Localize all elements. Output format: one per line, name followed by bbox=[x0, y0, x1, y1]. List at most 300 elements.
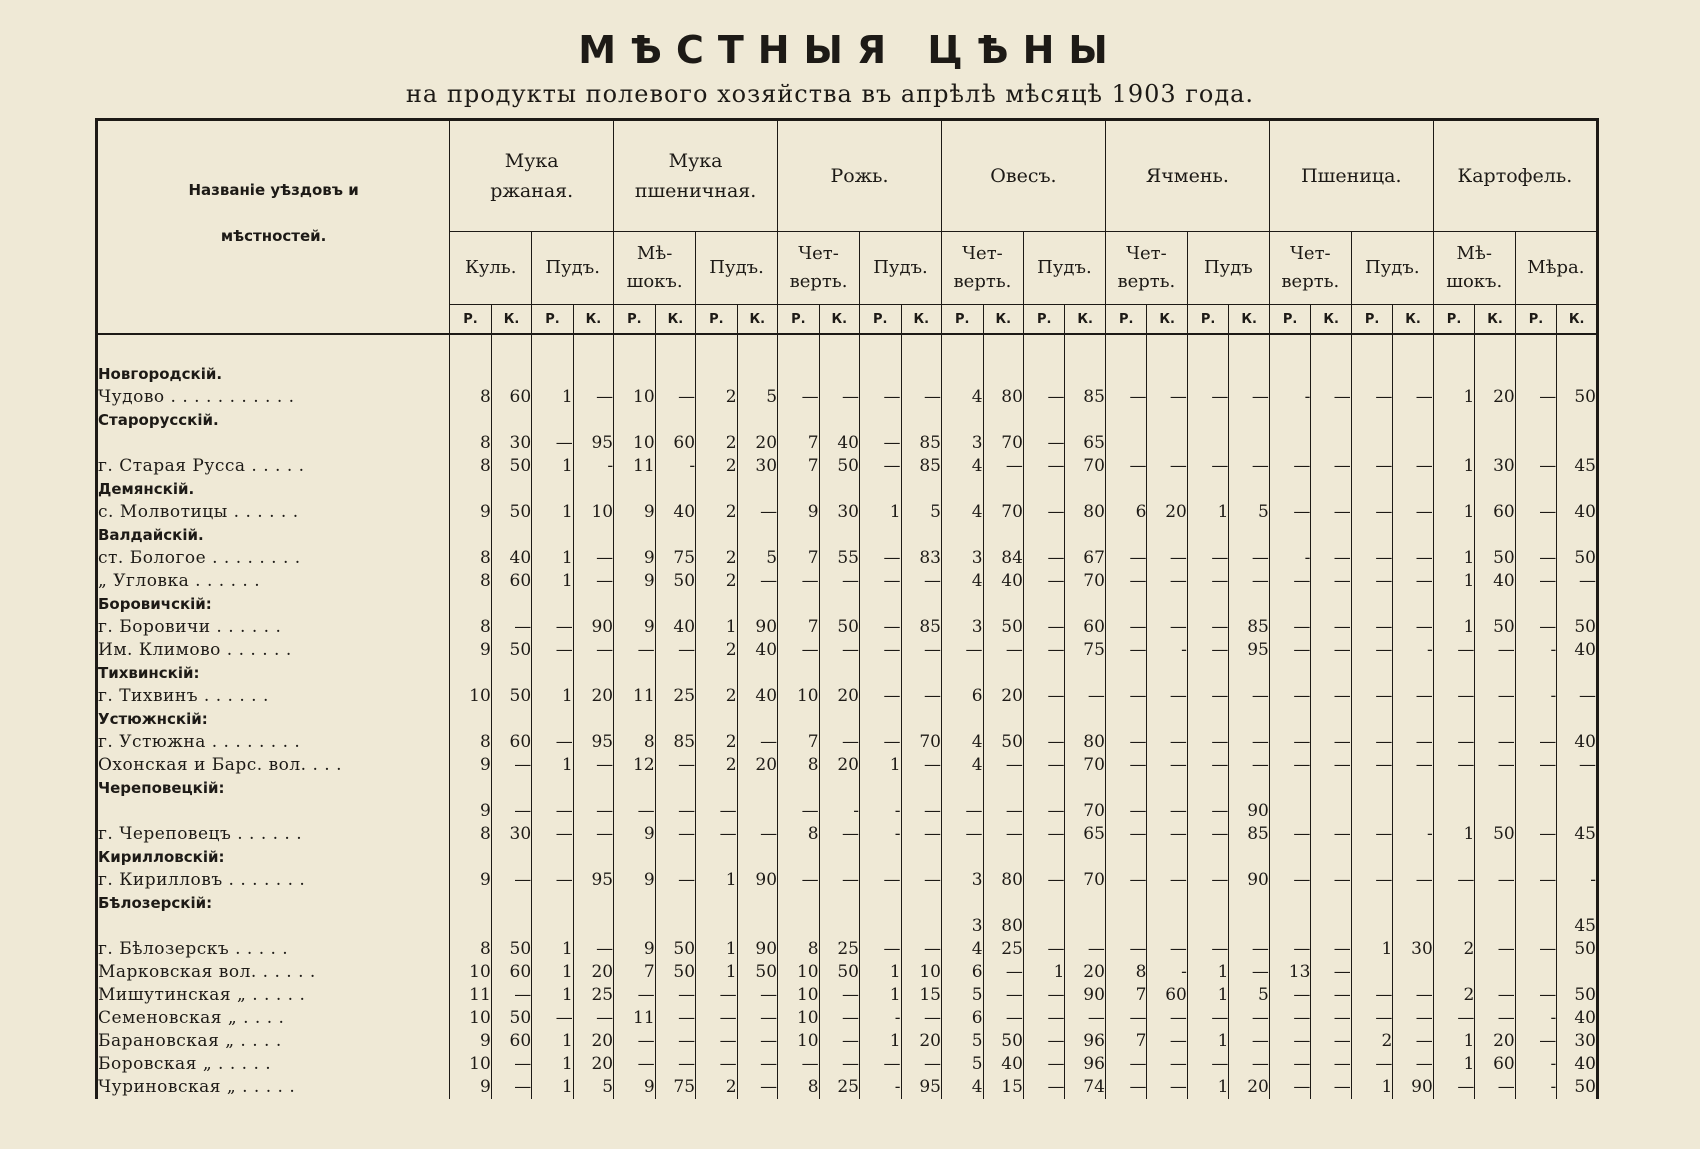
price-cell: — bbox=[696, 1030, 738, 1053]
price-cell: 11 bbox=[450, 984, 492, 1007]
price-cell: 1 bbox=[696, 616, 738, 639]
price-cell: 2 bbox=[696, 432, 738, 455]
district-name: Боровичскій: bbox=[98, 595, 212, 613]
price-cell: — bbox=[573, 570, 613, 593]
price-cell: 1 bbox=[1433, 1030, 1475, 1053]
price-cell: 9 bbox=[614, 570, 656, 593]
price-cell: — bbox=[901, 754, 941, 777]
district-name: Череповецкій: bbox=[98, 779, 225, 797]
price-cell: — bbox=[1147, 1030, 1187, 1053]
price-cell: — bbox=[860, 455, 902, 478]
price-cell: 20 bbox=[573, 1030, 613, 1053]
group-header bbox=[941, 120, 1105, 232]
price-cell: — bbox=[901, 869, 941, 892]
price-cell: — bbox=[1557, 685, 1598, 708]
price-cell: — bbox=[941, 823, 983, 846]
price-cell: 7 bbox=[778, 616, 820, 639]
price-cell: — bbox=[1433, 869, 1475, 892]
price-cell: 70 bbox=[1065, 455, 1105, 478]
price-cell: 40 bbox=[1557, 501, 1598, 524]
price-cell: 9 bbox=[450, 501, 492, 524]
price-cell: 2 bbox=[1351, 1030, 1393, 1053]
price-cell: 85 bbox=[1229, 616, 1269, 639]
price-cell: 2 bbox=[696, 639, 738, 662]
price-cell: 90 bbox=[737, 616, 777, 639]
price-cell: 10 bbox=[778, 685, 820, 708]
price-cell: — bbox=[1229, 1007, 1269, 1030]
price-cell: — bbox=[1351, 869, 1393, 892]
price-cell: — bbox=[1105, 639, 1147, 662]
price-cell bbox=[778, 915, 820, 938]
price-cell: 95 bbox=[901, 1076, 941, 1099]
locality-name: г. Череповецъ . . . . . . bbox=[98, 824, 303, 844]
price-cell: 20 bbox=[1229, 1076, 1269, 1099]
price-cell: — bbox=[1229, 1030, 1269, 1053]
price-cell: 96 bbox=[1065, 1053, 1105, 1076]
price-cell: — bbox=[1311, 731, 1351, 754]
group-label-line: Ячмень. bbox=[1145, 165, 1229, 187]
price-cell: — bbox=[1393, 754, 1433, 777]
price-cell bbox=[1147, 432, 1187, 455]
locality-name bbox=[97, 800, 450, 823]
price-cell: — bbox=[1269, 616, 1311, 639]
price-cell: 40 bbox=[983, 570, 1023, 593]
price-cell: — bbox=[819, 869, 859, 892]
price-cell: — bbox=[1475, 731, 1515, 754]
price-cell: 8 bbox=[778, 823, 820, 846]
price-cell: 7 bbox=[614, 961, 656, 984]
price-cell: 70 bbox=[983, 432, 1023, 455]
price-cell: — bbox=[1433, 1076, 1475, 1099]
price-cell: — bbox=[491, 1076, 531, 1099]
price-cell: 8 bbox=[450, 455, 492, 478]
price-cell bbox=[1393, 961, 1433, 984]
kopecks-header: К. bbox=[1229, 305, 1269, 335]
kopecks-header: К. bbox=[491, 305, 531, 335]
price-cell: — bbox=[1187, 639, 1229, 662]
price-cell: — bbox=[1311, 455, 1351, 478]
price-cell: — bbox=[1475, 754, 1515, 777]
price-cell: — bbox=[1023, 800, 1065, 823]
locality-name: ст. Бологое . . . . . . . . bbox=[98, 548, 301, 568]
price-cell bbox=[532, 915, 574, 938]
price-cell: 40 bbox=[1557, 639, 1598, 662]
table-row bbox=[97, 915, 1598, 938]
price-cell: 1 bbox=[1433, 616, 1475, 639]
table-row bbox=[97, 1076, 1598, 1099]
group-label-line: Мука bbox=[668, 150, 723, 172]
price-cell: — bbox=[1311, 1007, 1351, 1030]
price-cell: 7 bbox=[778, 432, 820, 455]
price-cell: — bbox=[1023, 1030, 1065, 1053]
price-cell: 8 bbox=[1105, 961, 1147, 984]
price-cell: — bbox=[1147, 800, 1187, 823]
price-cell: — bbox=[1351, 547, 1393, 570]
price-cell bbox=[1229, 432, 1269, 455]
price-cell: 9 bbox=[450, 1076, 492, 1099]
price-cell: 3 bbox=[941, 547, 983, 570]
price-cell: 3 bbox=[941, 616, 983, 639]
price-cell: 1 bbox=[1187, 1076, 1229, 1099]
price-cell: 80 bbox=[1065, 731, 1105, 754]
price-cell: 30 bbox=[737, 455, 777, 478]
price-cell: — bbox=[1269, 1007, 1311, 1030]
price-cell: — bbox=[1311, 984, 1351, 1007]
price-cell: 80 bbox=[983, 386, 1023, 409]
locality-name: Барановская „ . . . . bbox=[98, 1031, 282, 1051]
price-cell: 60 bbox=[491, 386, 531, 409]
price-cell: 1 bbox=[1433, 570, 1475, 593]
price-cell: 80 bbox=[983, 915, 1023, 938]
price-cell: 50 bbox=[737, 961, 777, 984]
price-cell: 1 bbox=[860, 1030, 902, 1053]
table-row bbox=[97, 869, 1598, 892]
price-cell: — bbox=[737, 823, 777, 846]
price-cell: — bbox=[901, 685, 941, 708]
price-cell: — bbox=[901, 639, 941, 662]
price-cell: 90 bbox=[1229, 800, 1269, 823]
price-cell: — bbox=[1515, 754, 1557, 777]
kopecks-header: К. bbox=[1311, 305, 1351, 335]
price-cell: 20 bbox=[901, 1030, 941, 1053]
price-cell: — bbox=[1475, 938, 1515, 961]
rubles-header: Р. bbox=[941, 305, 983, 335]
price-cell: 2 bbox=[1433, 938, 1475, 961]
price-cell: — bbox=[1105, 570, 1147, 593]
price-cell: 50 bbox=[1475, 616, 1515, 639]
price-cell: 1 bbox=[696, 938, 738, 961]
price-cell: 4 bbox=[941, 455, 983, 478]
price-cell: — bbox=[1515, 501, 1557, 524]
kopecks-header: К. bbox=[655, 305, 695, 335]
price-cell: 1 bbox=[696, 961, 738, 984]
price-cell: 90 bbox=[737, 869, 777, 892]
group-label-line: Пшеница. bbox=[1301, 165, 1402, 187]
price-cell: 70 bbox=[1065, 800, 1105, 823]
price-cell: 1 bbox=[1433, 547, 1475, 570]
price-cell: 30 bbox=[1475, 455, 1515, 478]
price-cell: — bbox=[1187, 800, 1229, 823]
price-cell: 10 bbox=[778, 984, 820, 1007]
price-cell: — bbox=[655, 1007, 695, 1030]
group-header bbox=[1433, 120, 1597, 232]
district-row bbox=[97, 524, 1598, 547]
price-cell: - bbox=[819, 800, 859, 823]
price-cell: 50 bbox=[491, 938, 531, 961]
price-cell: 2 bbox=[696, 501, 738, 524]
price-cell: — bbox=[1187, 869, 1229, 892]
price-cell bbox=[1311, 915, 1351, 938]
price-cell: 50 bbox=[1557, 616, 1598, 639]
price-cell: — bbox=[1187, 685, 1229, 708]
price-cell: — bbox=[1393, 455, 1433, 478]
group-label-line: Рожь. bbox=[830, 165, 889, 187]
price-cell: 2 bbox=[696, 754, 738, 777]
price-cell: — bbox=[1105, 938, 1147, 961]
price-cell: — bbox=[901, 938, 941, 961]
price-cell: 50 bbox=[1557, 984, 1598, 1007]
price-cell: 40 bbox=[655, 616, 695, 639]
price-cell: — bbox=[1023, 938, 1065, 961]
price-cell bbox=[1269, 800, 1311, 823]
price-cell: 5 bbox=[941, 984, 983, 1007]
unit-header: Пудъ. bbox=[532, 232, 614, 305]
price-cell: — bbox=[1269, 823, 1311, 846]
kopecks-header: К. bbox=[819, 305, 859, 335]
price-cell: 5 bbox=[941, 1030, 983, 1053]
price-cell: 2 bbox=[696, 685, 738, 708]
price-cell bbox=[1515, 432, 1557, 455]
price-cell bbox=[1351, 915, 1393, 938]
price-cell: — bbox=[1147, 570, 1187, 593]
district-name: Новгородскій. bbox=[98, 365, 223, 383]
price-cell: 30 bbox=[491, 432, 531, 455]
rubles-header: Р. bbox=[1105, 305, 1147, 335]
price-cell: — bbox=[1475, 1076, 1515, 1099]
price-cell: — bbox=[655, 984, 695, 1007]
price-cell: — bbox=[1147, 547, 1187, 570]
price-cell: — bbox=[491, 984, 531, 1007]
price-cell: 1 bbox=[860, 501, 902, 524]
price-cell: — bbox=[1351, 823, 1393, 846]
rubles-header: Р. bbox=[778, 305, 820, 335]
price-cell: — bbox=[1351, 984, 1393, 1007]
price-cell: — bbox=[1105, 731, 1147, 754]
price-cell: — bbox=[1311, 1076, 1351, 1099]
price-cell: 8 bbox=[450, 432, 492, 455]
price-cell: — bbox=[1023, 1007, 1065, 1030]
price-cell: — bbox=[655, 823, 695, 846]
locality-name: г. Боровичи . . . . . . bbox=[98, 617, 282, 637]
price-cell: — bbox=[1229, 731, 1269, 754]
rubles-header: Р. bbox=[1269, 305, 1311, 335]
price-cell: — bbox=[778, 386, 820, 409]
price-cell: 75 bbox=[1065, 639, 1105, 662]
price-cell: — bbox=[1105, 1007, 1147, 1030]
price-cell: — bbox=[1515, 616, 1557, 639]
price-cell: 1 bbox=[1351, 938, 1393, 961]
price-cell: — bbox=[1393, 1053, 1433, 1076]
price-cell: — bbox=[778, 1053, 820, 1076]
district-row bbox=[97, 409, 1598, 432]
locality-name: Им. Климово . . . . . . bbox=[98, 640, 292, 660]
price-cell: 50 bbox=[655, 938, 695, 961]
price-cell: 50 bbox=[983, 1030, 1023, 1053]
price-cell: 1 bbox=[1433, 1053, 1475, 1076]
price-cell: 1 bbox=[860, 961, 902, 984]
price-cell: — bbox=[1147, 386, 1187, 409]
locality-name: г. Бѣлозерскъ . . . . . bbox=[98, 939, 289, 959]
price-cell: — bbox=[778, 639, 820, 662]
group-header bbox=[450, 120, 614, 232]
price-cell: — bbox=[1351, 754, 1393, 777]
price-cell bbox=[737, 915, 777, 938]
price-cell: 5 bbox=[1229, 984, 1269, 1007]
price-cell: — bbox=[1105, 685, 1147, 708]
table-row bbox=[97, 1053, 1598, 1076]
price-cell: - bbox=[860, 1007, 902, 1030]
price-cell: — bbox=[1269, 501, 1311, 524]
price-cell: — bbox=[573, 754, 613, 777]
price-cell: 2 bbox=[696, 731, 738, 754]
price-cell: 9 bbox=[450, 754, 492, 777]
price-cell: — bbox=[1023, 1053, 1065, 1076]
price-cell: 1 bbox=[532, 547, 574, 570]
price-cell: 4 bbox=[941, 938, 983, 961]
price-cell: 20 bbox=[1475, 386, 1515, 409]
price-cell: - bbox=[1147, 961, 1187, 984]
price-cell: 5 bbox=[941, 1053, 983, 1076]
price-cell: — bbox=[1351, 731, 1393, 754]
price-cell: — bbox=[491, 754, 531, 777]
price-cell: 40 bbox=[1557, 1007, 1598, 1030]
price-cell: 1 bbox=[532, 570, 574, 593]
price-cell: — bbox=[1023, 685, 1065, 708]
price-cell: - bbox=[1557, 869, 1598, 892]
price-cell: 1 bbox=[1187, 984, 1229, 1007]
district-name: Старорусскій. bbox=[98, 411, 219, 429]
price-cell: 80 bbox=[1065, 501, 1105, 524]
prices-table bbox=[95, 118, 1599, 1099]
locality-name: Боровская „ . . . . . bbox=[98, 1054, 272, 1074]
price-cell: 45 bbox=[1557, 915, 1598, 938]
kopecks-header: К. bbox=[1065, 305, 1105, 335]
price-cell: — bbox=[1065, 685, 1105, 708]
district-row bbox=[97, 593, 1598, 616]
price-cell: 70 bbox=[983, 501, 1023, 524]
price-cell: — bbox=[1311, 386, 1351, 409]
price-cell: 9 bbox=[450, 800, 492, 823]
price-cell: 12 bbox=[614, 754, 656, 777]
price-cell: — bbox=[1515, 938, 1557, 961]
price-cell: — bbox=[1515, 731, 1557, 754]
price-cell: 25 bbox=[655, 685, 695, 708]
price-cell: 90 bbox=[573, 616, 613, 639]
price-cell: 1 bbox=[1187, 961, 1229, 984]
price-cell: — bbox=[901, 800, 941, 823]
price-cell: — bbox=[737, 1076, 777, 1099]
price-cell: 40 bbox=[1557, 1053, 1598, 1076]
rubles-header: Р. bbox=[532, 305, 574, 335]
group-label-line: Овесъ. bbox=[990, 165, 1057, 187]
price-cell: 8 bbox=[778, 1076, 820, 1099]
price-cell: 60 bbox=[491, 731, 531, 754]
district-row bbox=[97, 892, 1598, 915]
price-cell bbox=[1475, 432, 1515, 455]
price-cell: — bbox=[655, 800, 695, 823]
price-cell bbox=[450, 915, 492, 938]
price-cell bbox=[1393, 915, 1433, 938]
price-cell: — bbox=[1393, 570, 1433, 593]
price-cell: — bbox=[941, 639, 983, 662]
price-cell: — bbox=[901, 823, 941, 846]
price-cell bbox=[1475, 800, 1515, 823]
price-cell: — bbox=[655, 1053, 695, 1076]
price-cell: - bbox=[1393, 639, 1433, 662]
price-cell: — bbox=[1229, 1053, 1269, 1076]
price-cell: 95 bbox=[573, 432, 613, 455]
price-cell: — bbox=[983, 455, 1023, 478]
price-cell: — bbox=[1393, 386, 1433, 409]
price-cell bbox=[1147, 915, 1187, 938]
price-cell: 2 bbox=[696, 547, 738, 570]
locality-name: г. Кирилловъ . . . . . . . bbox=[98, 870, 306, 890]
price-cell bbox=[1023, 915, 1065, 938]
price-cell: — bbox=[1351, 1053, 1393, 1076]
price-cell: — bbox=[1187, 547, 1229, 570]
price-cell: 60 bbox=[491, 961, 531, 984]
price-cell: — bbox=[1147, 731, 1187, 754]
price-cell: 15 bbox=[983, 1076, 1023, 1099]
price-cell bbox=[1433, 915, 1475, 938]
group-label-line: Картофель. bbox=[1457, 165, 1573, 187]
price-cell: — bbox=[860, 938, 902, 961]
price-cell: 9 bbox=[450, 1030, 492, 1053]
price-cell: — bbox=[1515, 455, 1557, 478]
group-header bbox=[1269, 120, 1433, 232]
unit-header: Чет- верть. bbox=[941, 232, 1023, 305]
unit-header: Мѣ- шокъ. bbox=[614, 232, 696, 305]
price-cell: - bbox=[1269, 386, 1311, 409]
price-cell: 60 bbox=[491, 1030, 531, 1053]
price-cell bbox=[1475, 915, 1515, 938]
price-cell: 25 bbox=[819, 1076, 859, 1099]
price-cell: 50 bbox=[1557, 1076, 1598, 1099]
table-row bbox=[97, 501, 1598, 524]
price-cell bbox=[655, 915, 695, 938]
price-cell: — bbox=[1105, 754, 1147, 777]
price-cell: — bbox=[1147, 1076, 1187, 1099]
price-cell: — bbox=[1065, 1007, 1105, 1030]
price-cell: — bbox=[1269, 869, 1311, 892]
price-cell: — bbox=[1147, 1053, 1187, 1076]
price-cell: 20 bbox=[573, 1053, 613, 1076]
price-cell: — bbox=[1023, 984, 1065, 1007]
price-cell: — bbox=[1023, 869, 1065, 892]
price-cell: 11 bbox=[614, 685, 656, 708]
price-cell: 10 bbox=[778, 1030, 820, 1053]
price-cell: 10 bbox=[450, 1053, 492, 1076]
price-cell: — bbox=[696, 1053, 738, 1076]
price-cell: — bbox=[778, 800, 820, 823]
price-cell: — bbox=[532, 639, 574, 662]
price-cell: 10 bbox=[450, 685, 492, 708]
price-cell: 84 bbox=[983, 547, 1023, 570]
price-cell: 85 bbox=[655, 731, 695, 754]
price-cell: 60 bbox=[491, 570, 531, 593]
price-cell: — bbox=[573, 547, 613, 570]
price-cell: 90 bbox=[737, 938, 777, 961]
kopecks-header: К. bbox=[1393, 305, 1433, 335]
district-name: Устюжнскій: bbox=[98, 710, 208, 728]
price-cell: — bbox=[860, 432, 902, 455]
kopecks-header: К. bbox=[1557, 305, 1598, 335]
price-cell: — bbox=[573, 800, 613, 823]
price-cell: — bbox=[696, 1007, 738, 1030]
price-cell: — bbox=[860, 547, 902, 570]
price-cell: — bbox=[532, 823, 574, 846]
price-cell: — bbox=[1269, 570, 1311, 593]
price-cell: — bbox=[1105, 547, 1147, 570]
price-cell: — bbox=[983, 800, 1023, 823]
price-cell: — bbox=[1475, 984, 1515, 1007]
price-cell: 1 bbox=[860, 754, 902, 777]
unit-header: Пудъ bbox=[1187, 232, 1269, 305]
price-cell: — bbox=[696, 823, 738, 846]
price-cell: — bbox=[1269, 1053, 1311, 1076]
price-cell: 96 bbox=[1065, 1030, 1105, 1053]
price-cell: — bbox=[655, 754, 695, 777]
